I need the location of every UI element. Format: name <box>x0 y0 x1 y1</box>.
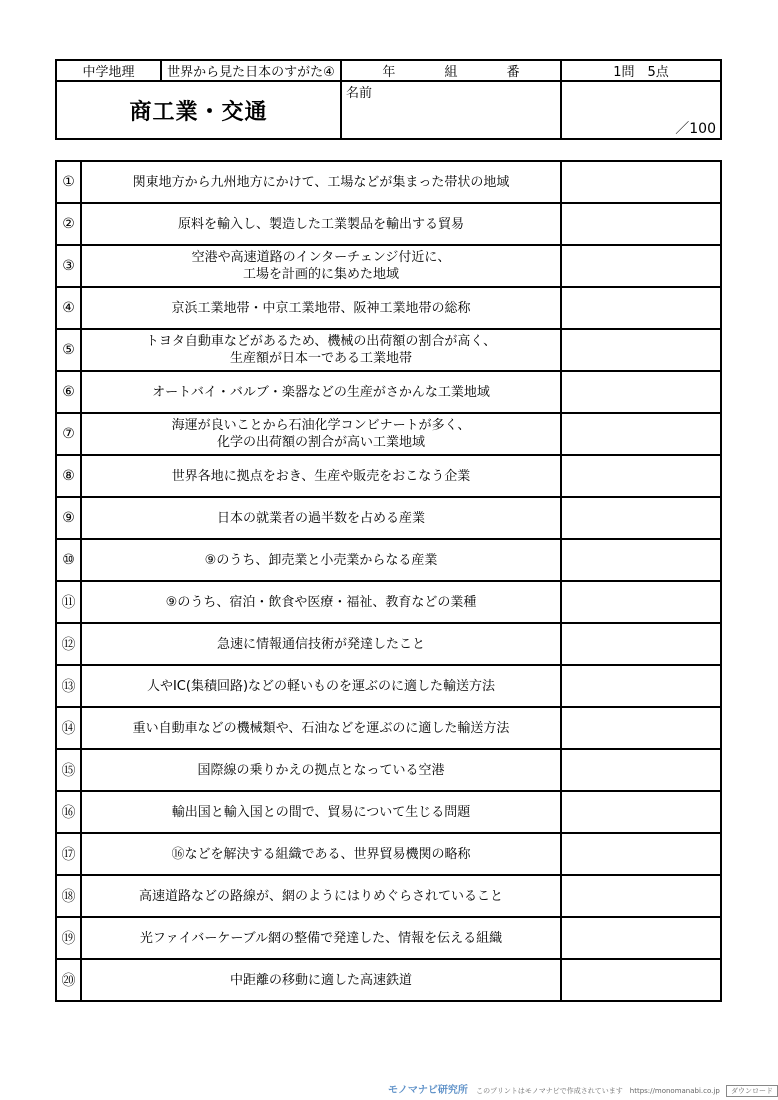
question-text: 高速道路などの路線が、網のようにはりめぐらされていること <box>138 888 503 904</box>
question-text: オートバイ・バルブ・楽器などの生産がさかんな工業地域 <box>152 384 490 400</box>
page-title: 商工業・交通 <box>56 81 341 139</box>
question-number: ⑬ <box>56 665 81 707</box>
question-row <box>56 161 721 203</box>
question-text: 中距離の移動に適した高速鉄道 <box>229 972 412 988</box>
answer-cell[interactable] <box>561 161 721 203</box>
question-row <box>56 539 721 581</box>
question-text: 京浜工業地帯・中京工業地帯、阪神工業地帯の総称 <box>171 300 471 316</box>
answer-cell[interactable] <box>561 413 721 455</box>
class-label: 組 <box>444 65 458 80</box>
subject-label: 中学地理 <box>56 60 161 81</box>
answer-cell[interactable] <box>561 203 721 245</box>
answer-cell[interactable] <box>561 707 721 749</box>
answer-cell[interactable] <box>561 497 721 539</box>
answer-cell[interactable] <box>561 665 721 707</box>
answer-cell[interactable] <box>561 917 721 959</box>
question-row <box>56 875 721 917</box>
question-number: ⑤ <box>56 329 81 371</box>
answer-cell[interactable] <box>561 749 721 791</box>
question-cell <box>81 245 561 287</box>
question-number: ⑲ <box>56 917 81 959</box>
unit-label: 世界から見た日本のすがた④ <box>161 60 341 81</box>
answer-cell[interactable] <box>561 833 721 875</box>
question-cell <box>81 329 561 371</box>
question-text: 急速に情報通信技術が発達したこと <box>216 636 425 652</box>
question-cell <box>81 707 561 749</box>
question-cell <box>81 203 561 245</box>
grade-label: 年 <box>382 65 396 80</box>
question-cell <box>81 959 561 1001</box>
question-number: ⑰ <box>56 833 81 875</box>
answer-cell[interactable] <box>561 287 721 329</box>
answer-cell[interactable] <box>561 245 721 287</box>
answer-cell[interactable] <box>561 329 721 371</box>
question-table <box>55 160 722 1002</box>
question-number: ⑪ <box>56 581 81 623</box>
question-number: ① <box>56 161 81 203</box>
answer-cell[interactable] <box>561 581 721 623</box>
question-cell <box>81 455 561 497</box>
question-text: 人やIC(集積回路)などの軽いものを運ぶのに適した輸送方法 <box>146 678 496 694</box>
number-label: 番 <box>506 65 520 80</box>
question-text: 海運が良いことから石油化学コンビナートが多く、 化学の出荷額の割合が高い工業地域 <box>171 418 471 450</box>
question-text: 関東地方から九州地方にかけて、工場などが集まった帯状の地域 <box>132 174 510 190</box>
name-field[interactable] <box>341 81 561 139</box>
question-row <box>56 665 721 707</box>
footer-download-box[interactable]: ダウンロード <box>726 1085 778 1097</box>
question-text: 光ファイバーケーブル網の整備で発達した、情報を伝える組織 <box>139 930 503 946</box>
question-number: ⑨ <box>56 497 81 539</box>
answer-cell[interactable] <box>561 875 721 917</box>
footer-text: このプリントはモノマナビで作成されています https://monomanabi.co.jp <box>476 1087 720 1095</box>
footer-logo: モノマナビ研究所 <box>388 1085 468 1096</box>
grade-class-number <box>341 60 561 81</box>
question-cell <box>81 539 561 581</box>
question-cell <box>81 623 561 665</box>
question-text: 重い自動車などの機械類や、石油などを運ぶのに適した輸送方法 <box>132 720 510 736</box>
question-cell <box>81 371 561 413</box>
question-cell <box>81 749 561 791</box>
question-text: ⑨のうち、宿泊・飲食や医療・福祉、教育などの業種 <box>165 594 477 610</box>
answer-cell[interactable] <box>561 539 721 581</box>
answer-cell[interactable] <box>561 959 721 1001</box>
question-row <box>56 329 721 371</box>
question-number: ⑫ <box>56 623 81 665</box>
question-row <box>56 623 721 665</box>
question-number: ⑭ <box>56 707 81 749</box>
question-text: 国際線の乗りかえの拠点となっている空港 <box>197 762 445 778</box>
question-text: 空港や高速道路のインターチェンジ付近に、 工場を計画的に集めた地域 <box>191 250 451 282</box>
question-row <box>56 959 721 1001</box>
question-row <box>56 749 721 791</box>
question-number: ⑱ <box>56 875 81 917</box>
answer-cell[interactable] <box>561 623 721 665</box>
question-row <box>56 245 721 287</box>
question-number: ② <box>56 203 81 245</box>
question-row <box>56 581 721 623</box>
question-row <box>56 833 721 875</box>
answer-cell[interactable] <box>561 371 721 413</box>
question-cell <box>81 581 561 623</box>
question-text: ⑯などを解決する組織である、世界貿易機関の略称 <box>171 846 471 862</box>
question-number: ⑦ <box>56 413 81 455</box>
question-cell <box>81 665 561 707</box>
question-row <box>56 287 721 329</box>
question-row <box>56 707 721 749</box>
question-row <box>56 791 721 833</box>
question-row <box>56 203 721 245</box>
question-number: ⑳ <box>56 959 81 1001</box>
question-row <box>56 371 721 413</box>
answer-cell[interactable] <box>561 455 721 497</box>
question-cell <box>81 413 561 455</box>
question-text: 輸出国と輸入国との間で、貿易について生じる問題 <box>171 804 471 820</box>
question-number: ⑯ <box>56 791 81 833</box>
question-text: 世界各地に拠点をおき、生産や販売をおこなう企業 <box>171 468 471 484</box>
answer-cell[interactable] <box>561 791 721 833</box>
score-field[interactable] <box>561 81 721 139</box>
question-number: ⑩ <box>56 539 81 581</box>
question-text: ⑨のうち、卸売業と小売業からなる産業 <box>204 552 438 568</box>
question-cell <box>81 497 561 539</box>
header-table <box>55 59 722 140</box>
question-cell <box>81 287 561 329</box>
question-row <box>56 497 721 539</box>
question-row <box>56 413 721 455</box>
question-number: ⑮ <box>56 749 81 791</box>
question-number: ⑥ <box>56 371 81 413</box>
question-row <box>56 455 721 497</box>
question-row <box>56 917 721 959</box>
points-label: 1問 5点 <box>561 60 721 81</box>
question-cell <box>81 791 561 833</box>
question-cell <box>81 917 561 959</box>
question-text: 原料を輸入し、製造した工業製品を輸出する貿易 <box>177 216 464 232</box>
question-text: トヨタ自動車などがあるため、機械の出荷額の割合が高く、 生産額が日本一である工業地帯 <box>145 334 497 366</box>
question-cell <box>81 161 561 203</box>
question-number: ③ <box>56 245 81 287</box>
name-label: 名前 <box>346 86 373 101</box>
question-text: 日本の就業者の過半数を占める産業 <box>216 510 425 526</box>
question-number: ⑧ <box>56 455 81 497</box>
question-number: ④ <box>56 287 81 329</box>
score-total: ／100 <box>675 121 716 137</box>
question-cell <box>81 875 561 917</box>
question-cell <box>81 833 561 875</box>
footer <box>388 1081 773 1095</box>
